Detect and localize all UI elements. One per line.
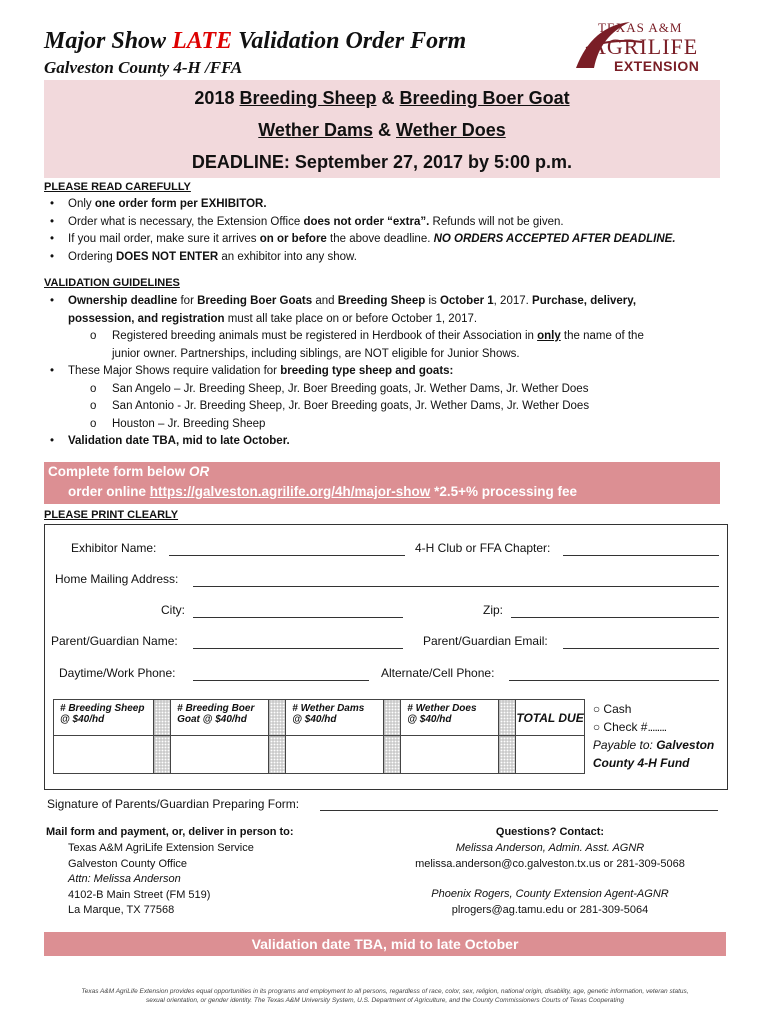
read-list [50, 196, 730, 266]
parent-email-label: Parent/Guardian Email: [423, 634, 548, 648]
cash-option[interactable]: ○ Cash [592, 701, 632, 716]
address-label: Home Mailing Address: [55, 572, 179, 586]
signature-field[interactable] [320, 810, 718, 811]
parent-name-field[interactable] [193, 648, 403, 649]
list-item: o Registered breeding animals must be registered in Herdbook of their Association in only the name of the [90, 330, 644, 342]
list-item: possession, and registration must all take place on or before October 1, 2017. [68, 312, 478, 325]
dams-qty-field[interactable] [286, 736, 384, 774]
city-label: City: [161, 603, 185, 617]
zip-label: Zip: [483, 603, 504, 617]
order-table [53, 699, 727, 774]
cell-phone-label: Alternate/Cell Phone: [381, 666, 495, 680]
list-item: o Houston – Jr. Breeding Sheep [90, 417, 266, 430]
list-item: junior owner. Partnerships, including siblings, are NOT eligible for Junior Shows. [112, 347, 520, 360]
validation-date-bar: Validation date TBA, mid to late October [44, 932, 726, 956]
exhibitor-label: Exhibitor Name: [71, 541, 157, 555]
hatch-divider [269, 700, 286, 736]
list-item: • Validation date TBA, mid to late October. [50, 435, 290, 447]
total-due-label: TOTAL DUE [516, 700, 585, 736]
address-field[interactable] [193, 586, 719, 587]
list-item: • Order what is necessary, the Extension Office does not order “extra”. Refunds will not be given. [50, 215, 564, 228]
form-subtitle: Galveston County 4-H /FFA [44, 58, 243, 77]
exhibitor-name-field[interactable] [169, 555, 405, 556]
total-due-field[interactable] [516, 736, 585, 774]
hatch-divider [384, 700, 401, 736]
col-breeding-sheep: # Breeding Sheep @ $40/hd [54, 700, 154, 736]
order-online-bar: Complete form below OR order online https://galveston.agrilife.org/4h/major-show *2.5+% processing fee [44, 462, 720, 504]
list-item: • Ownership deadline for Breeding Boer Goats and Breeding Sheep is October 1, 2017. Purchase, delivery, [50, 295, 637, 307]
contact-heading: Questions? Contact: [495, 826, 605, 838]
validation-list [50, 293, 730, 451]
read-heading: PLEASE READ CAREFULLY [44, 181, 191, 193]
contact-info: Melissa Anderson, Admin. Asst. AGNR melissa.anderson@co.galveston.tx.us or 281-309-5068 Phoenix Rogers, County Extension Agent-AGNR plrogers@ag.tamu.edu or 281-309-5064 [415, 842, 685, 916]
form-title: Major Show LATE Validation Order Form [44, 28, 467, 54]
equal-opportunity-disclaimer: Texas A&M AgriLife Extension provides equal opportunities in its programs and employment to all persons, regardless of race, color, sex, religion, national origin, disability, age, genetic information, veteran status, sexual orientation, or gender identity. The Texas A&M University System, U.S. Department of Agriculture, and the County Commissioners Courts of Texas Cooperating [81, 988, 689, 1004]
check-option[interactable]: ○ Check #........ [592, 719, 667, 734]
col-boer-goat: # Breeding Boer Goat @ $40/hd [171, 700, 269, 736]
parent-email-field[interactable] [563, 648, 719, 649]
cell-phone-field[interactable] [509, 680, 719, 681]
col-wether-dams: # Wether Dams @ $40/hd [286, 700, 384, 736]
mail-address: Texas A&M AgriLife Extension Service Galveston County Office Attn: Melissa Anderson 4102-B Main Street (FM 519) La Marque, TX 77568 [68, 842, 254, 916]
zip-field[interactable] [511, 617, 719, 618]
hatch-divider [154, 700, 171, 736]
mail-heading: Mail form and payment, or, deliver in person to: [46, 826, 294, 838]
print-heading: PLEASE PRINT CLEARLY [44, 509, 179, 521]
list-item: • If you mail order, make sure it arrives on or before the above deadline. NO ORDERS ACCEPTED AFTER DEADLINE. [50, 233, 676, 245]
signature-label: Signature of Parents/Guardian Preparing Form: [47, 797, 300, 811]
day-phone-label: Daytime/Work Phone: [59, 666, 176, 680]
sheep-qty-field[interactable] [54, 736, 154, 774]
goat-qty-field[interactable] [171, 736, 269, 774]
title-banner: 2018 Breeding Sheep & Breeding Boer Goat Wether Dams & Wether Does DEADLINE: September 27, 2017 by 5:00 p.m. [44, 80, 720, 178]
payable-to: Payable to: Galveston [592, 737, 715, 752]
validation-heading: VALIDATION GUIDELINES [44, 277, 180, 289]
order-online-link[interactable]: https://galveston.agrilife.org/4h/major-show [149, 484, 431, 499]
order-form [44, 524, 728, 811]
parent-name-label: Parent/Guardian Name: [51, 634, 178, 648]
hatch-divider [499, 700, 516, 736]
club-label: 4-H Club or FFA Chapter: [415, 541, 551, 555]
list-item: • These Major Shows require validation for breeding type sheep and goats: [50, 365, 454, 377]
deadline-text: DEADLINE: September 27, 2017 by 5:00 p.m. [191, 152, 573, 172]
does-qty-field[interactable] [401, 736, 499, 774]
col-wether-does: # Wether Does @ $40/hd [401, 700, 499, 736]
club-field[interactable] [563, 555, 719, 556]
list-item: o San Antonio - Jr. Breeding Sheep, Jr. Boer Breeding goats, Jr. Wether Dams, Jr. Wether Does [90, 400, 590, 412]
payment-cell: ○ Cash ○ Check #........ Payable to: Galveston County 4-H Fund [592, 701, 715, 770]
agrilife-logo: TEXAS A&M AGRILIFE EXTENSION [572, 18, 724, 76]
city-field[interactable] [193, 617, 403, 618]
list-item: • Only one order form per EXHIBITOR. [50, 198, 267, 210]
list-item: • Ordering DOES NOT ENTER an exhibitor into any show. [50, 250, 357, 263]
list-item: o San Angelo – Jr. Breeding Sheep, Jr. Boer Breeding goats, Jr. Wether Dams, Jr. Wether Does [90, 382, 589, 395]
day-phone-field[interactable] [193, 680, 369, 681]
late-word: LATE [172, 28, 233, 54]
